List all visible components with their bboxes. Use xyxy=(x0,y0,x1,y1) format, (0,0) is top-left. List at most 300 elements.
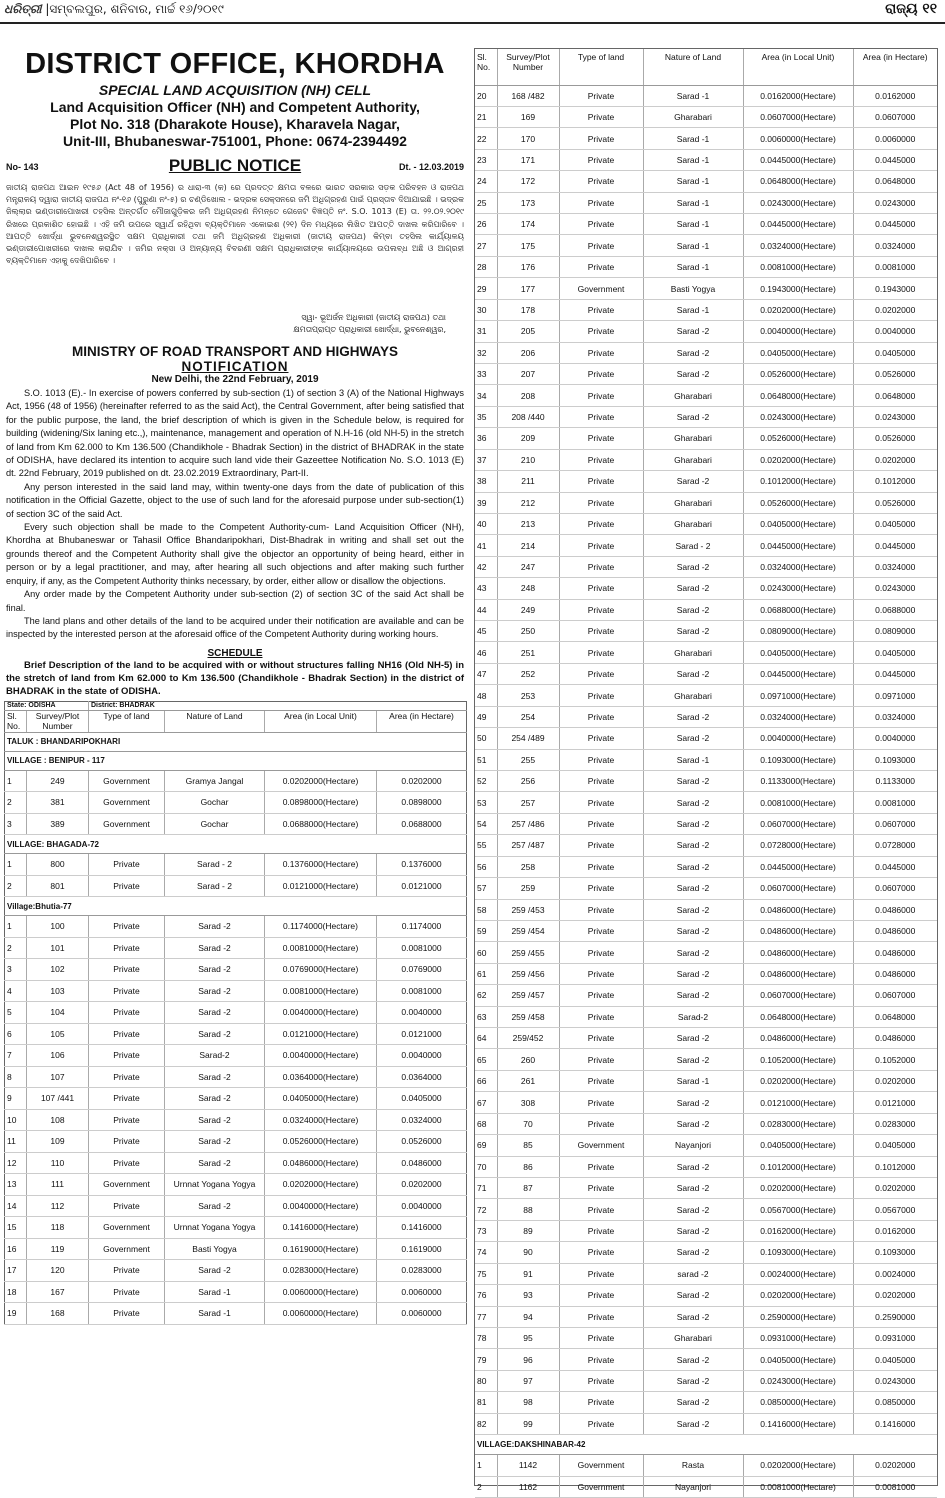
cell-area-local: 0.0060000(Hectare) xyxy=(265,1281,377,1303)
cell-area-hectare: 0.0931000 xyxy=(853,1327,937,1348)
cell-area-hectare: 0.0688000 xyxy=(377,813,467,835)
cell-type: Private xyxy=(559,449,643,470)
cell-sl: 59 xyxy=(475,920,497,941)
cell-nature: Sarad -2 xyxy=(643,406,743,427)
table-row xyxy=(475,342,937,363)
cell-survey: 89 xyxy=(497,1220,559,1241)
cell-sl: 17 xyxy=(5,1260,27,1282)
cell-area-hectare: 0.0121000 xyxy=(377,1023,467,1045)
cell-survey: 105 xyxy=(27,1023,89,1045)
cell-sl: 16 xyxy=(5,1238,27,1260)
cell-type: Private xyxy=(559,642,643,663)
table-row xyxy=(5,916,467,938)
cell-sl: 58 xyxy=(475,899,497,920)
cell-area-hectare: 0.0040000 xyxy=(853,728,937,749)
cell-area-hectare: 0.1052000 xyxy=(853,1049,937,1070)
cell-nature: Gramya Jangal xyxy=(165,770,265,792)
cell-area-hectare: 0.0081000 xyxy=(853,1476,937,1497)
table-row xyxy=(475,85,937,106)
cell-area-local: 0.0607000(Hectare) xyxy=(743,985,853,1006)
table-row xyxy=(475,706,937,727)
cell-type: Private xyxy=(559,1306,643,1327)
cell-area-local: 0.0688000(Hectare) xyxy=(743,599,853,620)
cell-type: Private xyxy=(559,728,643,749)
cell-type: Private xyxy=(559,428,643,449)
cell-survey: 1162 xyxy=(497,1476,559,1497)
table-row xyxy=(475,621,937,642)
cell-nature: Sarad -2 xyxy=(643,706,743,727)
cell-area-hectare: 0.0486000 xyxy=(853,942,937,963)
table-row xyxy=(475,878,937,899)
cell-sl: 45 xyxy=(475,621,497,642)
table-row xyxy=(5,792,467,814)
cell-sl: 20 xyxy=(475,85,497,106)
cell-sl: 56 xyxy=(475,856,497,877)
cell-nature: Rasta xyxy=(643,1455,743,1476)
cell-area-local: 0.0526000(Hectare) xyxy=(265,1131,377,1153)
cell-nature: Sarad -1 xyxy=(643,299,743,320)
cell-area-local: 0.1619000(Hectare) xyxy=(265,1238,377,1260)
cell-area-local: 0.0202000(Hectare) xyxy=(743,1070,853,1091)
table-row xyxy=(475,363,937,384)
village-label: VILLAGE : BENIPUR - 117 xyxy=(5,751,467,770)
cell-nature: Sarad -1 xyxy=(643,171,743,192)
cell-area-local: 0.0364000(Hectare) xyxy=(265,1066,377,1088)
cell-area-local: 0.0324000(Hectare) xyxy=(743,235,853,256)
table-row xyxy=(5,1174,467,1196)
masthead-info: |ସମ୍ବଲପୁର, ଶନିବାର, ମାର୍ଚ୍ଚ ୧୬/୨୦୧୯ xyxy=(45,2,224,16)
cell-survey: 259 /453 xyxy=(497,899,559,920)
cell-area-hectare: 0.0162000 xyxy=(853,1220,937,1241)
cell-sl: 41 xyxy=(475,535,497,556)
cell-type: Private xyxy=(559,556,643,577)
cell-type: Private xyxy=(89,1045,165,1067)
cell-survey: 100 xyxy=(27,916,89,938)
village-label: TALUK : BHANDARIPOKHARI xyxy=(5,732,467,751)
cell-nature: Gharabari xyxy=(643,642,743,663)
ministry-title: MINISTRY OF ROAD TRANSPORT AND HIGHWAYS xyxy=(71,344,399,359)
cell-nature: Sarad - 2 xyxy=(165,875,265,897)
table-row xyxy=(475,256,937,277)
cell-type: Private xyxy=(559,1070,643,1091)
cell-area-hectare: 0.0486000 xyxy=(377,1152,467,1174)
cell-nature: Sarad-2 xyxy=(165,1045,265,1067)
cell-area-local: 0.0243000(Hectare) xyxy=(743,578,853,599)
notice-number: No- 143 xyxy=(6,162,39,172)
table-row xyxy=(475,835,937,856)
table-row xyxy=(475,1455,937,1476)
cell-sl: 23 xyxy=(475,149,497,170)
cell-area-hectare: 0.0202000 xyxy=(377,770,467,792)
cell-type: Private xyxy=(559,1178,643,1199)
col-sl: Sl. No. xyxy=(5,710,27,732)
cell-area-local: 0.0445000(Hectare) xyxy=(743,214,853,235)
table-row xyxy=(475,1156,937,1177)
cell-nature: Sarad -2 xyxy=(165,1195,265,1217)
col-survey: Survey/Plot Number xyxy=(497,49,559,85)
cell-area-local: 0.0607000(Hectare) xyxy=(743,878,853,899)
cell-survey: 109 xyxy=(27,1131,89,1153)
cell-survey: 85 xyxy=(497,1135,559,1156)
cell-nature: Sarad -2 xyxy=(643,1220,743,1241)
cell-sl: 29 xyxy=(475,278,497,299)
cell-area-local: 0.0081000(Hectare) xyxy=(265,937,377,959)
cell-survey: 103 xyxy=(27,980,89,1002)
cell-sl: 27 xyxy=(475,235,497,256)
cell-sl: 55 xyxy=(475,835,497,856)
cell-sl: 64 xyxy=(475,1028,497,1049)
table-row xyxy=(5,1238,467,1260)
cell-nature: Sarad -1 xyxy=(643,149,743,170)
cell-area-local: 0.0648000(Hectare) xyxy=(743,385,853,406)
cell-area-local: 0.0202000(Hectare) xyxy=(743,1285,853,1306)
cell-area-local: 0.0243000(Hectare) xyxy=(743,406,853,427)
cell-type: Private xyxy=(559,214,643,235)
cell-sl: 79 xyxy=(475,1349,497,1370)
table-row xyxy=(475,214,937,235)
cell-sl: 70 xyxy=(475,1156,497,1177)
state-label: State: ODISHA xyxy=(5,701,89,710)
cell-survey: 167 xyxy=(27,1281,89,1303)
cell-area-local: 0.0202000(Hectare) xyxy=(743,1455,853,1476)
cell-type: Private xyxy=(559,128,643,149)
cell-area-hectare: 0.0607000 xyxy=(853,813,937,834)
cell-sl: 21 xyxy=(475,106,497,127)
cell-nature: Urnnat Yogana Yogya xyxy=(165,1217,265,1239)
cell-nature: Sarad -1 xyxy=(643,1070,743,1091)
cell-sl: 80 xyxy=(475,1370,497,1391)
cell-survey: 381 xyxy=(27,792,89,814)
cell-type: Private xyxy=(89,959,165,981)
cell-survey: 259/452 xyxy=(497,1028,559,1049)
cell-type: Private xyxy=(559,235,643,256)
cell-sl: 42 xyxy=(475,556,497,577)
table-row xyxy=(475,1413,937,1434)
cell-type: Government xyxy=(89,792,165,814)
header-rule xyxy=(0,22,945,24)
cell-survey: 86 xyxy=(497,1156,559,1177)
cell-nature: Sarad -2 xyxy=(643,1178,743,1199)
cell-area-local: 0.0040000(Hectare) xyxy=(265,1195,377,1217)
table-row xyxy=(475,278,937,299)
cell-nature: Sarad -2 xyxy=(643,1113,743,1134)
village-group-row xyxy=(5,732,467,751)
cell-area-hectare: 0.0648000 xyxy=(853,385,937,406)
cell-area-hectare: 0.1174000 xyxy=(377,916,467,938)
cell-nature: Sarad -2 xyxy=(165,1066,265,1088)
cell-area-hectare: 0.0648000 xyxy=(853,171,937,192)
cell-area-local: 0.1943000(Hectare) xyxy=(743,278,853,299)
table-row xyxy=(475,1392,937,1413)
cell-type: Private xyxy=(559,1220,643,1241)
cell-area-local: 0.1376000(Hectare) xyxy=(265,854,377,876)
cell-survey: 119 xyxy=(27,1238,89,1260)
cell-type: Private xyxy=(89,1002,165,1024)
table-row xyxy=(475,1327,937,1348)
left-table-body xyxy=(5,732,467,1324)
cell-area-local: 0.1133000(Hectare) xyxy=(743,771,853,792)
cell-survey: 178 xyxy=(497,299,559,320)
cell-sl: 48 xyxy=(475,685,497,706)
schedule-table-right xyxy=(475,49,937,1498)
cell-area-hectare: 0.0060000 xyxy=(377,1281,467,1303)
cell-survey: 250 xyxy=(497,621,559,642)
cell-nature: Sarad -2 xyxy=(165,1131,265,1153)
cell-sl: 51 xyxy=(475,749,497,770)
table-row xyxy=(475,578,937,599)
cell-sl: 76 xyxy=(475,1285,497,1306)
cell-type: Private xyxy=(559,1349,643,1370)
cell-area-hectare: 0.0526000 xyxy=(853,363,937,384)
cell-survey: 801 xyxy=(27,875,89,897)
table-row xyxy=(475,1049,937,1070)
cell-survey: 173 xyxy=(497,192,559,213)
office-line-1: Land Acquisition Officer (NH) and Competent Authority, xyxy=(50,99,420,115)
cell-area-hectare: 0.2590000 xyxy=(853,1306,937,1327)
cell-type: Private xyxy=(559,106,643,127)
table-row xyxy=(475,321,937,342)
cell-type: Private xyxy=(559,513,643,534)
cell-sl: 30 xyxy=(475,299,497,320)
table-row xyxy=(475,599,937,620)
village-group-row xyxy=(475,1435,937,1455)
cell-nature: Sarad -2 xyxy=(643,1242,743,1263)
cell-type: Private xyxy=(89,1152,165,1174)
cell-type: Private xyxy=(559,492,643,513)
cell-nature: Sarad -2 xyxy=(643,363,743,384)
cell-survey: 93 xyxy=(497,1285,559,1306)
cell-survey: 252 xyxy=(497,663,559,684)
table-row xyxy=(475,1135,937,1156)
cell-area-hectare: 0.0445000 xyxy=(853,214,937,235)
col-nature: Nature of Land xyxy=(165,710,265,732)
cell-sl: 40 xyxy=(475,513,497,534)
cell-sl: 75 xyxy=(475,1263,497,1284)
cell-nature: Sarad -2 xyxy=(643,856,743,877)
cell-type: Private xyxy=(559,342,643,363)
cell-area-hectare: 0.0324000 xyxy=(377,1109,467,1131)
cell-survey: 260 xyxy=(497,1049,559,1070)
col-area-hectare: Area (in Hectare) xyxy=(377,710,467,732)
cell-type: Private xyxy=(559,1285,643,1306)
cell-area-hectare: 0.0526000 xyxy=(853,492,937,513)
table-row xyxy=(475,385,937,406)
cell-survey: 106 xyxy=(27,1045,89,1067)
section-name: ରାଜ୍ୟ xyxy=(885,1,918,17)
table-row xyxy=(5,1217,467,1239)
cell-area-hectare: 0.1619000 xyxy=(377,1238,467,1260)
cell-survey: 248 xyxy=(497,578,559,599)
table-row xyxy=(5,1152,467,1174)
cell-sl: 82 xyxy=(475,1413,497,1434)
cell-area-local: 0.1174000(Hectare) xyxy=(265,916,377,938)
cell-area-hectare: 0.0607000 xyxy=(853,878,937,899)
cell-sl: 28 xyxy=(475,256,497,277)
table-row xyxy=(475,535,937,556)
cell-sl: 38 xyxy=(475,471,497,492)
cell-survey: 168 /482 xyxy=(497,85,559,106)
cell-area-hectare: 0.0324000 xyxy=(853,706,937,727)
cell-nature: Gharabari xyxy=(643,492,743,513)
cell-nature: Sarad -1 xyxy=(643,256,743,277)
table-row xyxy=(475,106,937,127)
office-cell: SPECIAL LAND ACQUISITION (NH) CELL xyxy=(98,82,372,98)
cell-survey: 90 xyxy=(497,1242,559,1263)
cell-area-local: 0.0486000(Hectare) xyxy=(743,1028,853,1049)
cell-survey: 259 /456 xyxy=(497,963,559,984)
cell-area-local: 0.1093000(Hectare) xyxy=(743,749,853,770)
cell-nature: Sarad -2 xyxy=(643,663,743,684)
cell-sl: 2 xyxy=(5,792,27,814)
cell-survey: 206 xyxy=(497,342,559,363)
village-label: VILLAGE: BHAGADA-72 xyxy=(5,835,467,854)
cell-type: Private xyxy=(89,1088,165,1110)
cell-area-local: 0.0202000(Hectare) xyxy=(743,299,853,320)
odia-notice-body: ଜାତୀୟ ରାଜପଥ ଆଇନ ୧୯୫୬ (Act 48 of 1956) ର ଧାରା-୩ (କ) ରେ ପ୍ରଦତ୍ତ କ୍ଷମତା ବଳରେ ଭାରତ ସରକାର ସଡ଼କ ପରିବହନ ଓ ରାଜପଥ ମନ୍ତ୍ରାଳୟ ଦ୍ୱାରା ଜାତୀୟ ରାଜପଥ ନଂ-୧୬ (ପୁରୁଣା ନଂ-୫) ର ଚଣ୍ଡିଖୋଲ - ଭଦ୍ରକ ସେକ୍ସନରେ ଜମି ଅଧିଗ୍ରହଣ ପାଇଁ ପ୍ରସ୍ତାବ ଦିଆଯାଇଛି । ଭଦ୍ରକ ଜିଲ୍ଲାର ଭଣ୍ଡାରୀପୋଖରୀ ତହସିଲ ଅନ୍ତର୍ଗତ ମୌଜାଗୁଡ଼ିକର ଜମି ଅଧିଗ୍ରହଣ ନିମନ୍ତେ ଗେଜେଟ ବିଜ୍ଞପ୍ତି ନଂ. S.O. 1013 (E) ତା. ୨୨.୦୨.୨୦୧୯ ରିଖରେ ପ୍ରକାଶିତ ହୋଇଛି । ଏହି ଜମି ଉପରେ ସ୍ୱାର୍ଥ ରହିଥିବା ବ୍ୟକ୍ତିମାନେ ଏକୋଇଶ (୨୧) ଦିନ ମଧ୍ୟରେ ଲିଖିତ ଆପତ୍ତି ଦାଖଲ କରିପାରିବେ । ଆପତ୍ତି ଖୋର୍ଦ୍ଧା ଭୁବନେଶ୍ୱରସ୍ଥିତ ସକ୍ଷମ ପ୍ରାଧିକାରୀ ତଥା ଜମି ଅଧିଗ୍ରହଣ ଅଧିକାରୀ (ଜାତୀୟ ରାଜପଥ) କିମ୍ବା ତହସିଲ କାର୍ଯ୍ୟାଳୟ ଭଣ୍ଡାରୀପୋଖରୀରେ ଦାଖଲ କରାଯିବ । ଜମିର ନକ୍ସା ଓ ଅନ୍ୟାନ୍ୟ ବିବରଣୀ ସକ୍ଷମ ପ୍ରାଧିକାରୀଙ୍କ କାର୍ଯ୍ୟାଳୟରେ ଉପଲବ୍ଧ ଅଛି ଓ ଆଗ୍ରହୀ ବ୍ୟକ୍ତିମାନେ ଏହାକୁ ଦେଖିପାରିବେ । xyxy=(6,183,464,266)
cell-nature: Sarad -2 xyxy=(643,728,743,749)
cell-nature: Sarad -2 xyxy=(165,959,265,981)
table-row xyxy=(5,1109,467,1131)
cell-type: Private xyxy=(559,1199,643,1220)
cell-area-hectare: 0.0202000 xyxy=(853,1455,937,1476)
cell-survey: 308 xyxy=(497,1092,559,1113)
cell-survey: 176 xyxy=(497,256,559,277)
cell-area-hectare: 0.1416000 xyxy=(377,1217,467,1239)
cell-area-local: 0.0324000(Hectare) xyxy=(265,1109,377,1131)
schedule-table-left xyxy=(4,701,467,1325)
table-row xyxy=(5,1023,467,1045)
cell-survey: 70 xyxy=(497,1113,559,1134)
cell-nature: Basti Yogya xyxy=(643,278,743,299)
cell-survey: 94 xyxy=(497,1306,559,1327)
cell-type: Government xyxy=(559,1135,643,1156)
cell-area-hectare: 0.0405000 xyxy=(853,1135,937,1156)
cell-sl: 1 xyxy=(475,1455,497,1476)
cell-area-hectare: 0.1093000 xyxy=(853,749,937,770)
cell-area-hectare: 0.0202000 xyxy=(853,299,937,320)
cell-type: Private xyxy=(559,256,643,277)
cell-type: Private xyxy=(559,299,643,320)
notification-place-date: New Delhi, the 22nd February, 2019 xyxy=(151,374,319,385)
left-column xyxy=(4,48,466,1484)
cell-nature: Gharabari xyxy=(643,1327,743,1348)
cell-nature: Sarad -2 xyxy=(643,1413,743,1434)
cell-nature: Sarad -1 xyxy=(643,128,743,149)
masthead-logo: ଧରିତ୍ରୀ xyxy=(4,2,42,16)
cell-survey: 175 xyxy=(497,235,559,256)
cell-area-hectare: 0.0445000 xyxy=(853,856,937,877)
office-title: DISTRICT OFFICE, KHORDHA xyxy=(25,48,445,80)
cell-survey: 170 xyxy=(497,128,559,149)
table-row xyxy=(475,235,937,256)
cell-sl: 77 xyxy=(475,1306,497,1327)
cell-area-hectare: 0.0688000 xyxy=(853,599,937,620)
cell-area-local: 0.1416000(Hectare) xyxy=(743,1413,853,1434)
cell-sl: 1 xyxy=(5,770,27,792)
cell-area-hectare: 0.0486000 xyxy=(853,920,937,941)
cell-nature: Sarad -2 xyxy=(643,835,743,856)
cell-survey: 258 xyxy=(497,856,559,877)
table-row xyxy=(475,128,937,149)
table-row xyxy=(5,1066,467,1088)
cell-type: Government xyxy=(89,813,165,835)
cell-sl: 36 xyxy=(475,428,497,449)
table-row xyxy=(5,937,467,959)
table-row xyxy=(5,875,467,897)
cell-type: Private xyxy=(559,363,643,384)
cell-type: Private xyxy=(559,878,643,899)
cell-sl: 2 xyxy=(5,937,27,959)
district-label: District: BHADRAK xyxy=(89,701,467,710)
col-sl: Sl. No. xyxy=(475,49,497,85)
cell-survey: 110 xyxy=(27,1152,89,1174)
cell-nature: Gochar xyxy=(165,813,265,835)
cell-nature: Sarad -2 xyxy=(165,1152,265,1174)
cell-survey: 254 xyxy=(497,706,559,727)
cell-area-local: 0.0202000(Hectare) xyxy=(743,449,853,470)
cell-sl: 47 xyxy=(475,663,497,684)
cell-area-hectare: 0.0445000 xyxy=(853,535,937,556)
cell-area-hectare: 0.0202000 xyxy=(853,1070,937,1091)
cell-survey: 214 xyxy=(497,535,559,556)
cell-type: Private xyxy=(559,535,643,556)
cell-nature: Sarad - 2 xyxy=(643,535,743,556)
cell-area-local: 0.0405000(Hectare) xyxy=(743,342,853,363)
cell-area-local: 0.0486000(Hectare) xyxy=(743,963,853,984)
table-row xyxy=(5,1045,467,1067)
table-row xyxy=(5,1002,467,1024)
cell-area-hectare: 0.0850000 xyxy=(853,1392,937,1413)
cell-area-local: 0.0486000(Hectare) xyxy=(265,1152,377,1174)
cell-area-hectare: 0.0040000 xyxy=(377,1195,467,1217)
cell-area-local: 0.0405000(Hectare) xyxy=(743,513,853,534)
cell-area-hectare: 0.1012000 xyxy=(853,1156,937,1177)
cell-sl: 43 xyxy=(475,578,497,599)
cell-area-local: 0.0648000(Hectare) xyxy=(743,1006,853,1027)
cell-area-local: 0.0202000(Hectare) xyxy=(265,1174,377,1196)
col-survey: Survey/Plot Number xyxy=(27,710,89,732)
col-area-hectare: Area (in Hectare) xyxy=(853,49,937,85)
cell-nature: Sarad -2 xyxy=(643,1092,743,1113)
cell-area-hectare: 0.1416000 xyxy=(853,1413,937,1434)
cell-survey: 97 xyxy=(497,1370,559,1391)
cell-area-hectare: 0.0081000 xyxy=(377,937,467,959)
cell-area-hectare: 0.0040000 xyxy=(377,1045,467,1067)
cell-area-local: 0.0024000(Hectare) xyxy=(743,1263,853,1284)
cell-area-hectare: 0.0324000 xyxy=(853,235,937,256)
cell-area-local: 0.0081000(Hectare) xyxy=(265,980,377,1002)
cell-nature: Nayanjori xyxy=(643,1135,743,1156)
cell-sl: 4 xyxy=(5,980,27,1002)
cell-survey: 249 xyxy=(27,770,89,792)
cell-type: Private xyxy=(559,1392,643,1413)
cell-sl: 1 xyxy=(5,854,27,876)
cell-area-hectare: 0.0486000 xyxy=(853,899,937,920)
cell-type: Private xyxy=(559,942,643,963)
cell-area-local: 0.0040000(Hectare) xyxy=(743,321,853,342)
cell-type: Private xyxy=(89,937,165,959)
cell-area-local: 0.0971000(Hectare) xyxy=(743,685,853,706)
cell-area-local: 0.0728000(Hectare) xyxy=(743,835,853,856)
table-row xyxy=(475,856,937,877)
cell-nature: Sarad -2 xyxy=(643,578,743,599)
cell-nature: Sarad -2 xyxy=(643,321,743,342)
table-row xyxy=(5,959,467,981)
cell-type: Private xyxy=(559,1413,643,1434)
cell-area-hectare: 0.0364000 xyxy=(377,1066,467,1088)
cell-nature: Sarad -2 xyxy=(165,937,265,959)
cell-area-hectare: 0.0060000 xyxy=(853,128,937,149)
